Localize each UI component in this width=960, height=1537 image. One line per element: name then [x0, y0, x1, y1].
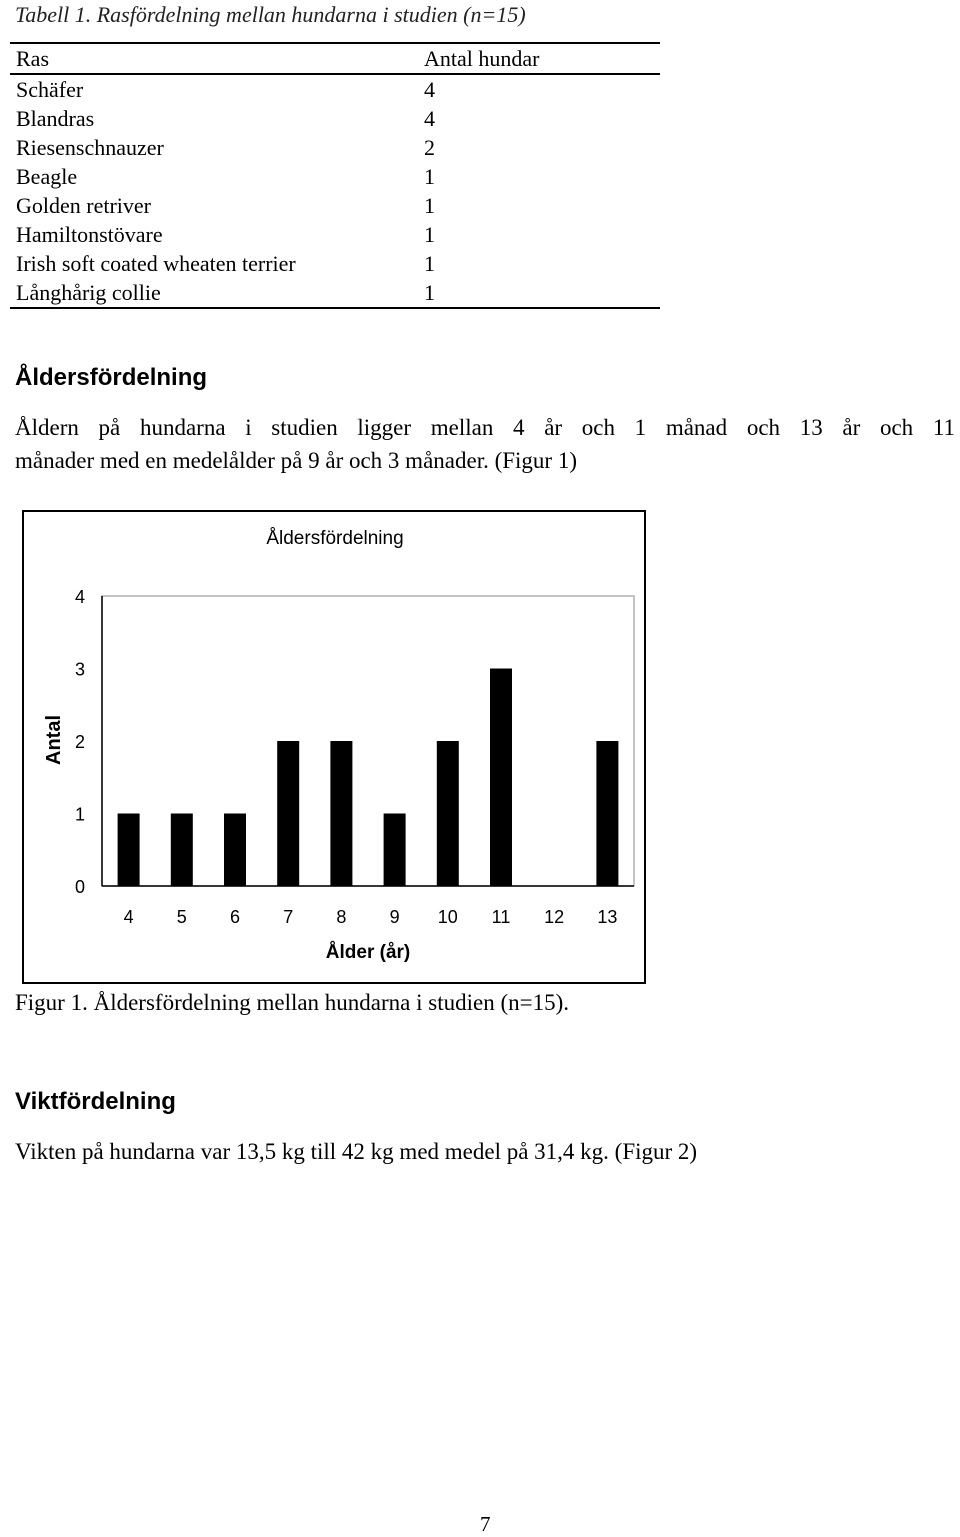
bar — [224, 814, 246, 887]
table-row — [10, 74, 660, 104]
bar — [490, 669, 512, 887]
age-paragraph-line-2: månader med en medelålder på 9 år och 3 månader. (Figur 1) — [15, 448, 577, 473]
page-number: 7 — [480, 1512, 491, 1536]
x-tick-label: 6 — [229, 907, 241, 927]
figure-caption: Figur 1. Åldersfördelning mellan hundarna i studien (n=15). — [15, 990, 569, 1015]
chart-title: Åldersfördelning — [266, 528, 404, 549]
breed-cell: Golden retriver — [16, 193, 151, 218]
table-row — [10, 162, 660, 191]
chart-x-axis-label: Ålder (år) — [325, 942, 411, 963]
count-cell: 4 — [424, 77, 435, 102]
breed-cell: Schäfer — [16, 77, 84, 102]
count-cell: 4 — [424, 106, 435, 131]
section-heading-weight: Viktfördelning — [15, 1088, 176, 1115]
y-tick-label: 0 — [74, 877, 85, 897]
y-tick-label: 3 — [74, 659, 85, 680]
x-tick-label: 11 — [491, 907, 511, 927]
table-row — [10, 249, 660, 278]
x-tick-label: 4 — [123, 907, 134, 927]
x-tick-label: 5 — [176, 907, 187, 927]
column-header-breed: Ras — [16, 46, 49, 71]
table-row — [10, 104, 660, 133]
breed-cell: Långhårig collie — [16, 280, 161, 305]
age-chart — [22, 510, 646, 984]
bar — [277, 741, 299, 886]
bar — [171, 814, 193, 887]
section-heading-age: Åldersfördelning — [15, 364, 208, 391]
y-tick-label: 2 — [74, 732, 85, 752]
bar — [596, 741, 618, 886]
count-cell: 1 — [424, 251, 435, 276]
age-paragraph-line-1: Åldern på hundarna i studien ligger mellan 4 år och 1 månad och 13 år och 11 — [15, 415, 955, 440]
bar — [330, 741, 352, 886]
table-header-row — [10, 43, 660, 74]
x-tick-label: 13 — [597, 907, 618, 927]
table-row — [10, 133, 660, 162]
count-cell: 1 — [424, 222, 435, 247]
bar — [437, 741, 459, 886]
table-row — [10, 220, 660, 249]
x-tick-label: 9 — [389, 907, 400, 927]
count-cell: 1 — [424, 193, 435, 218]
bar — [118, 814, 140, 887]
table-row — [10, 191, 660, 220]
breed-cell: Blandras — [16, 106, 95, 131]
breed-cell: Irish soft coated wheaten terrier — [16, 251, 296, 276]
chart-y-axis-label: Antal — [43, 715, 65, 765]
y-tick-label: 4 — [74, 587, 85, 607]
weight-paragraph: Vikten på hundarna var 13,5 kg till 42 kg med medel på 31,4 kg. (Figur 2) — [15, 1139, 698, 1164]
table-caption: Tabell 1. Rasfördelning mellan hundarna i studien (n=15) — [15, 2, 526, 27]
y-tick-label: 1 — [74, 804, 85, 825]
breed-cell: Hamiltonstövare — [16, 222, 163, 247]
table-row — [10, 278, 660, 308]
breed-cell: Beagle — [16, 164, 78, 189]
count-cell: 1 — [424, 164, 435, 189]
breed-table — [10, 42, 660, 309]
x-tick-label: 10 — [437, 907, 458, 927]
column-header-count: Antal hundar — [424, 46, 540, 71]
x-tick-label: 12 — [544, 907, 565, 927]
x-tick-label: 7 — [283, 907, 294, 927]
breed-cell: Riesenschnauzer — [16, 135, 164, 160]
x-tick-label: 8 — [336, 907, 347, 927]
count-cell: 2 — [424, 135, 435, 160]
bar — [384, 814, 406, 887]
count-cell: 1 — [424, 280, 435, 305]
